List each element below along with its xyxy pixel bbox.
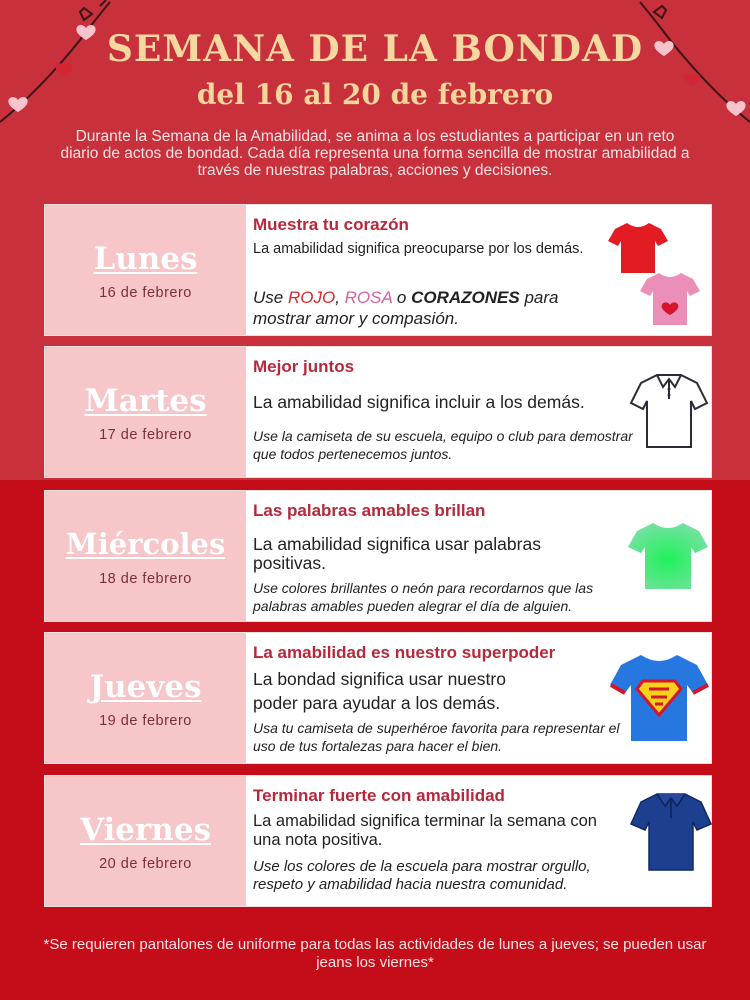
day-panel [45, 205, 246, 335]
day-name: Martes [84, 383, 207, 419]
dress-hearts-word: CORAZONES [411, 288, 520, 307]
navy-polo-icon [629, 788, 713, 872]
day-content [251, 633, 709, 763]
dress-suffix: para mostrar amor y compasión. [253, 288, 559, 328]
day-panel [45, 347, 246, 477]
day-content [251, 205, 709, 335]
day-date: 20 de febrero [99, 856, 192, 872]
day-description: La bondad significa usar nuestro poder para ayudar a los demás. [253, 669, 506, 713]
pink-heart-tshirt-icon [639, 269, 701, 327]
day-content [251, 491, 709, 621]
day-content [251, 347, 709, 477]
dress-code: Use colores brillantes o neón para recordarnos que las palabras amables pueden alegrar el día de alguien. [253, 580, 594, 614]
day-date: 17 de febrero [99, 427, 192, 443]
day-theme: Muestra tu corazón [253, 215, 409, 234]
day-name: Miércoles [65, 527, 226, 561]
dress-code [253, 287, 603, 329]
superhero-tshirt-icon [609, 651, 709, 743]
neon-green-tshirt-icon [627, 519, 709, 591]
footer-note: *Se requieren pantalones de uniforme para todas las actividades de lunes a jueves; se pueden usar jeans los viernes* [43, 936, 707, 971]
day-name: Jueves [89, 669, 202, 705]
day-description: La amabilidad significa terminar la semana con una nota positiva. [253, 812, 597, 849]
header [0, 0, 750, 200]
day-theme: Mejor juntos [253, 357, 355, 376]
dress-code: Usa tu camiseta de superhéroe favorita para representar el uso de tus fortalezas para hacer el bien. [253, 720, 620, 754]
day-theme: La amabilidad es nuestro superpoder [253, 643, 556, 662]
day-date: 18 de febrero [99, 571, 192, 587]
day-card-lunes [44, 204, 712, 336]
day-panel [45, 633, 246, 763]
day-card-martes [44, 346, 712, 478]
dress-code: Use los colores de la escuela para mostrar orgullo, respeto y amabilidad hacia nuestra comunidad. [253, 858, 591, 893]
day-description: La amabilidad significa preocuparse por los demás. [253, 241, 584, 257]
intro-text: Durante la Semana de la Amabilidad, se anima a los estudiantes a participar en un reto diario de actos de bondad. Cada día representa una forma sencilla de mostrar amabilidad a través de nuestras palabras, acciones y decisiones. [60, 128, 690, 179]
day-date: 16 de febrero [99, 285, 192, 301]
page-title: SEMANA DE LA BONDAD [106, 28, 644, 70]
dress-code: Use la camiseta de su escuela, equipo o club para demostrar que todos pertenecemos juntos. [253, 428, 633, 462]
polo-outline-icon [629, 371, 709, 451]
day-theme: Las palabras amables brillan [253, 501, 486, 520]
day-description: La amabilidad significa usar palabras positivas. [253, 534, 541, 573]
dress-red-word: ROJO [287, 288, 336, 307]
day-panel [45, 776, 246, 906]
day-content [251, 776, 709, 906]
red-tshirt-icon [607, 219, 669, 275]
page-subtitle: del 16 al 20 de febrero [196, 78, 554, 111]
day-panel [45, 491, 246, 621]
dress-prefix: Use [253, 288, 288, 307]
day-card-viernes [44, 775, 712, 907]
dress-pink-word: ROSA [344, 288, 393, 307]
day-date: 19 de febrero [99, 713, 192, 729]
day-card-jueves [44, 632, 712, 764]
day-name: Viernes [79, 812, 212, 848]
day-name: Lunes [93, 241, 198, 277]
day-card-miercoles [44, 490, 712, 622]
dress-separator: , [335, 288, 345, 307]
day-description: La amabilidad significa incluir a los demás. [253, 392, 585, 412]
day-theme: Terminar fuerte con amabilidad [253, 786, 505, 805]
dress-or: o [392, 288, 412, 307]
